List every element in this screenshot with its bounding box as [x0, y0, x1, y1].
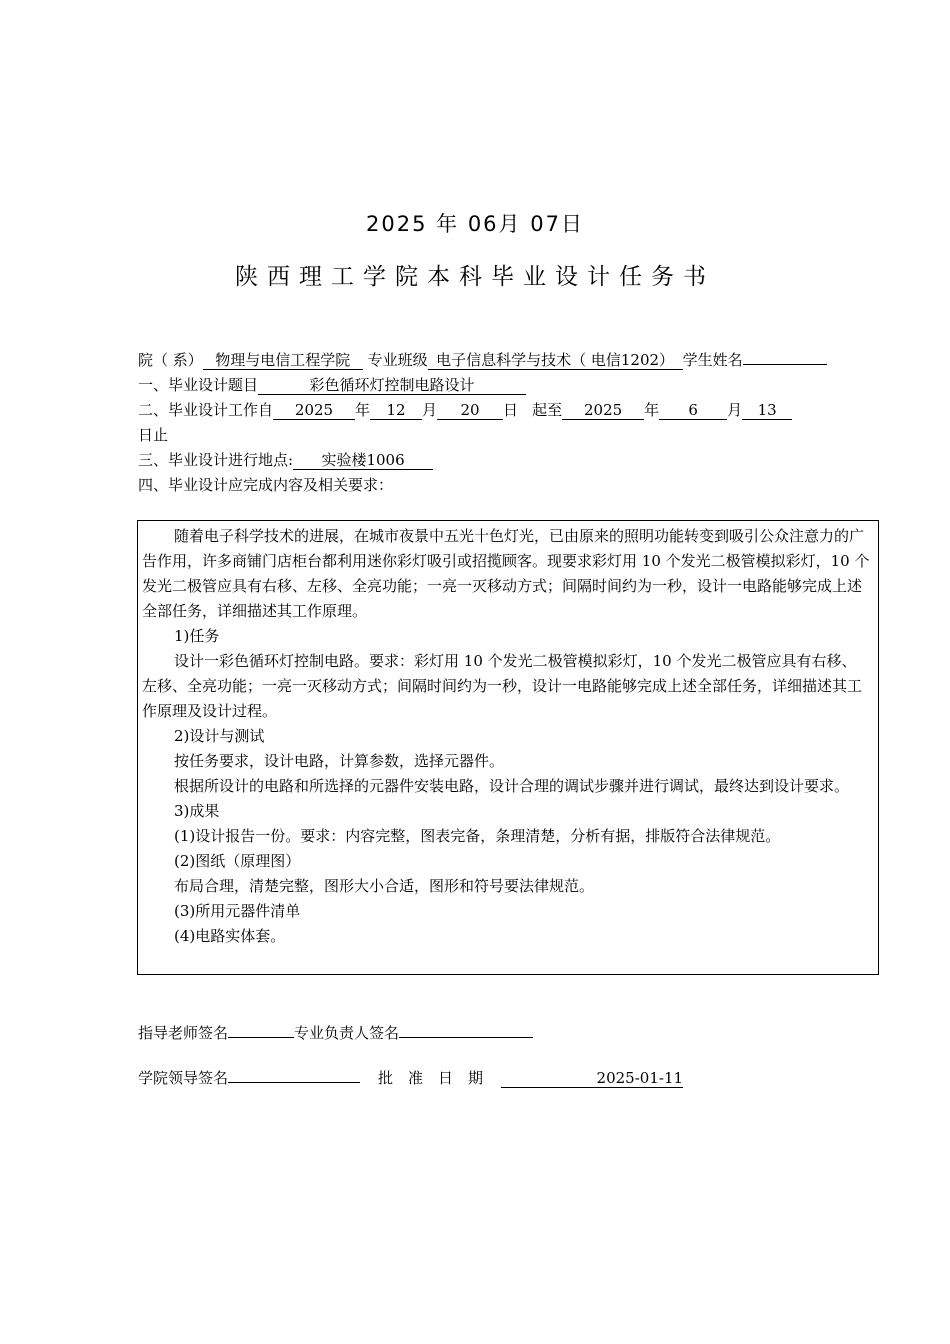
dean-sign-label: 学院领导签名 [138, 1069, 229, 1087]
task-heading: 1)任务 [174, 627, 220, 645]
requirements-label: 四、毕业设计应完成内容及相关要求： [138, 476, 394, 494]
end-month-unit: 月 [727, 401, 743, 419]
requirements-box [137, 520, 879, 975]
start-day: 20 [437, 401, 503, 420]
dept-label: 院（ 系） [138, 351, 203, 369]
start-month: 12 [370, 401, 422, 420]
major-label: 专业班级 [367, 351, 428, 369]
intro-paragraph: 随着电子科学技术的进展，在城市夜景中五光十色灯光，已由原来的照明功能转变到吸引公众注意力的广告作用，许多商铺门店柜台都利用迷你彩灯吸引或招揽顾客。现要求彩灯用 10 个发光二极管模拟彩灯，10 个发光二极管应具有右移、左移、全亮功能；一亮一灭移动方式；间隔时间约为一秒，设计一电路能够完成上述全部任务，详细描述其工作原理。 [142, 527, 870, 620]
period-label: 二、毕业设计工作自 [138, 401, 274, 419]
signature-line-1 [138, 1022, 533, 1043]
end-day: 13 [742, 401, 792, 420]
dept-line [138, 348, 868, 373]
dean-sign-field [228, 1082, 360, 1083]
start-year: 2025 [273, 401, 355, 420]
location-label: 三、毕业设计进行地点: [138, 451, 294, 469]
approve-date-value: 2025-01-11 [501, 1069, 683, 1088]
start-year-unit: 年 [355, 401, 371, 419]
major-value: 电子信息科学与技术（ 电信1202） [428, 351, 683, 370]
result-heading: 3)成果 [174, 802, 220, 820]
task-paragraph: 设计一彩色循环灯控制电路。要求：彩灯用 10 个发光二极管模拟彩灯，10 个发光二极管应具有右移、左移、全亮功能；一亮一灭移动方式；间隔时间约为一秒，设计一电路能够完成上述全部任务，详细描述其工作原理及设计过程。 [142, 652, 863, 720]
major-head-sign-field [399, 1037, 533, 1038]
end-suffix: 日止 [138, 426, 169, 444]
document-title: 陕西理工学院本科毕业设计任务书 [235, 264, 715, 290]
info-section [138, 348, 868, 498]
period-line [138, 398, 868, 423]
result-item-1: (1)设计报告一份。要求：内容完整，图表完备，条理清楚，分析有据，排版符合法律规范。 [174, 827, 781, 845]
document-date: 2025 年 06月 07日 [366, 212, 584, 236]
approve-date-label: 批 准 日 期 [378, 1069, 484, 1087]
end-month: 6 [659, 401, 727, 420]
result-item-4: (4)电路实体套。 [174, 927, 286, 945]
design-heading: 2)设计与测试 [174, 727, 265, 745]
dept-value: 物理与电信工程学院 [203, 351, 363, 370]
topic-label: 一、毕业设计题目 [138, 376, 259, 394]
requirements-line [138, 473, 868, 498]
design-paragraph-2: 根据所设计的电路和所选择的元器件安装电路，设计合理的调试步骤并进行调试，最终达到设计要求。 [174, 777, 850, 795]
end-year: 2025 [562, 401, 644, 420]
major-head-sign-label: 专业负责人签名 [294, 1024, 400, 1042]
advisor-sign-label: 指导老师签名 [138, 1024, 229, 1042]
period-suffix-line [138, 423, 868, 448]
end-year-unit: 年 [644, 401, 660, 419]
until-label: 起至 [532, 401, 563, 419]
advisor-sign-field [228, 1037, 294, 1038]
design-paragraph-1: 按任务要求，设计电路，计算参数，选择元器件。 [174, 752, 505, 770]
topic-line [138, 373, 868, 398]
result-item-2: (2)图纸（原理图） [174, 852, 301, 870]
result-item-3: (3)所用元器件清单 [174, 902, 301, 920]
student-label: 学生姓名 [682, 351, 743, 369]
start-day-unit: 日 [503, 401, 519, 419]
topic-value: 彩色循环灯控制电路设计 [258, 376, 526, 395]
location-line [138, 448, 868, 473]
student-name-value [743, 364, 827, 365]
result-item-2-text: 布局合理，清楚完整，图形大小合适，图形和符号要法律规范。 [174, 877, 595, 895]
location-value: 实验楼1006 [293, 451, 433, 470]
start-month-unit: 月 [422, 401, 438, 419]
signature-line-2 [138, 1067, 683, 1088]
